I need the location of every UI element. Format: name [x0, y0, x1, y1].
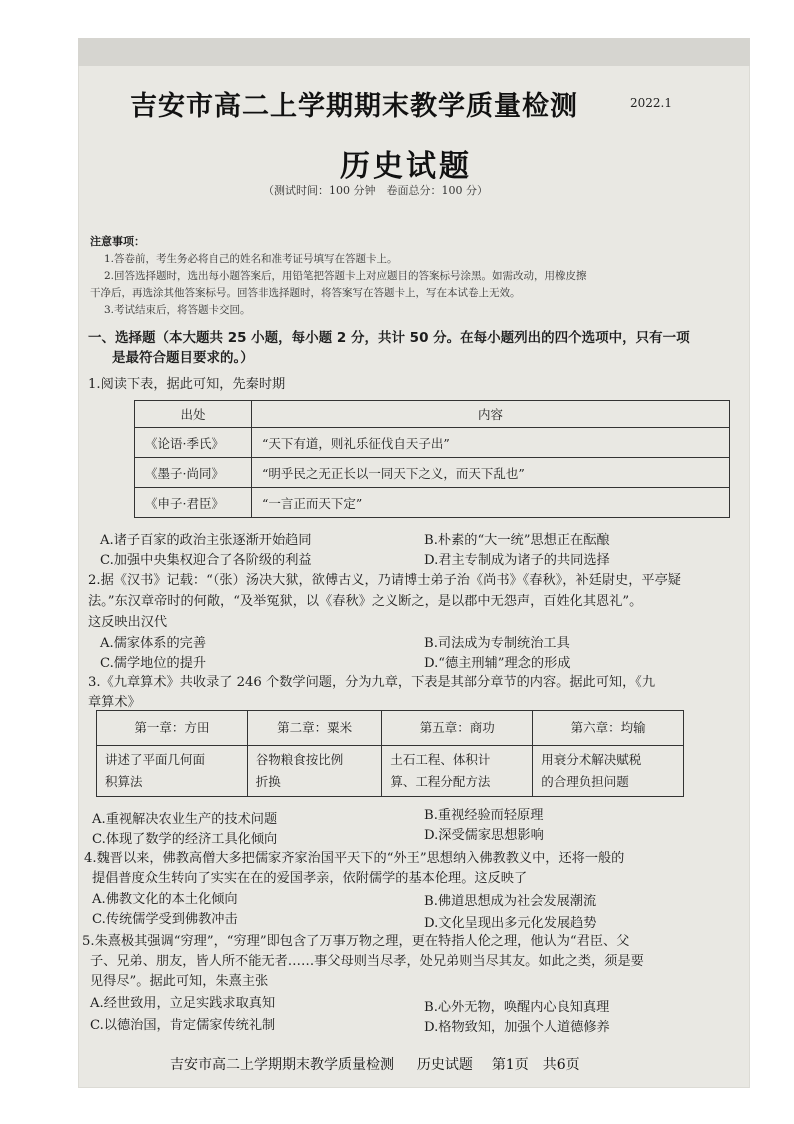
- q4-option-b: B.佛道思想成为社会发展潮流: [424, 894, 597, 909]
- q1-option-c: C.加强中央集权迎合了各阶级的利益: [100, 553, 312, 568]
- q1-content-cell: “一言正而天下定”: [252, 488, 730, 518]
- q3-table: [96, 710, 684, 797]
- q3-stem-line: 3.《九章算术》共收录了 246 个数学问题，分为九章，下表是其部分章节的内容。据此可知，《九: [88, 675, 656, 690]
- q3-stem-line: 章算术》: [88, 695, 141, 710]
- q3-option-a: A.重视解决农业生产的技术问题: [92, 812, 278, 827]
- q4-option-c: C.传统儒学受到佛教冲击: [92, 912, 238, 927]
- q1-stem: 1.阅读下表，据此可知，先秦时期: [88, 377, 286, 392]
- footer-exam: 吉安市高二上学期期末教学质量检测: [170, 1057, 394, 1073]
- q3-header-ch5: 第五章：商功: [382, 711, 533, 746]
- q5-stem-line: 5.朱熹极其强调“穷理”，“穷理”即包含了万事万物之理，更在特指人伦之理，他认为“君臣、父: [82, 934, 630, 949]
- note-line: 干净后，再选涂其他答案标号。回答非选择题时，将答案写在答题卡上，写在本试卷上无效。: [90, 287, 521, 299]
- q1-source-cell: 《论语·季氏》: [135, 428, 252, 458]
- table-row: [97, 746, 684, 797]
- q1-option-d: D.君主专制成为诸子的共同选择: [424, 553, 610, 568]
- section-line-2: 是最符合题目要求的。）: [112, 350, 254, 366]
- q2-stem-line: 2.据《汉书》记载：“（张）汤决大狱，欲傅古义，乃请博士弟子治《尚书》《春秋》，补廷尉史，平亭疑: [88, 573, 681, 588]
- exam-title: 吉安市高二上学期期末教学质量检测: [130, 91, 578, 122]
- q4-option-a: A.佛教文化的本土化倾向: [92, 892, 238, 907]
- top-shadow-band: [78, 38, 750, 66]
- q3-option-b: B.重视经验而轻原理: [424, 808, 544, 823]
- q5-stem-line: 见得尽”。据此可知，朱熹主张: [90, 974, 269, 989]
- q3-cell: 讲述了平面几何面 积算法: [97, 746, 248, 797]
- section-line-1: 一、选择题（本大题共 25 小题，每小题 2 分，共计 50 分。在每小题列出的四个选项中，只有一项: [88, 330, 690, 346]
- note-line: 3.考试结束后，将答题卡交回。: [104, 304, 251, 316]
- q1-option-a: A.诸子百家的政治主张逐渐开始趋同: [100, 533, 312, 548]
- page-footer: [170, 1054, 580, 1074]
- q4-stem-line: 提倡普度众生转向了实实在在的爱国孝亲，依附儒学的基本伦理。这反映了: [92, 871, 528, 886]
- q1-header-content: 内容: [252, 401, 730, 428]
- notes-heading: 注意事项：: [90, 235, 145, 248]
- q5-option-c: C.以德治国，肯定儒家传统礼制: [90, 1018, 276, 1033]
- q3-header-ch6: 第六章：均输: [533, 711, 684, 746]
- footer-subject: 历史试题: [416, 1057, 473, 1073]
- q4-stem-line: 4.魏晋以来，佛教高僧大多把儒家齐家治国平天下的“外王”思想纳入佛教教义中，还将一般的: [84, 851, 625, 866]
- q3-option-d: D.深受儒家思想影响: [424, 828, 544, 843]
- q2-option-b: B.司法成为专制统治工具: [424, 636, 570, 651]
- exam-date: 2022.1: [630, 96, 672, 110]
- q3-cell: 土石工程、体积计 算、工程分配方法: [382, 746, 533, 797]
- q2-stem-line: 法。”东汉章帝时的何敞，“及举冤狱，以《春秋》之义断之，是以郡中无怨声，百姓化其恩礼”。: [88, 594, 643, 609]
- q1-source-cell: 《申子·君臣》: [135, 488, 252, 518]
- q1-option-b: B.朴素的“大一统”思想正在酝酿: [424, 533, 610, 548]
- table-row: [135, 488, 730, 518]
- note-line: 2.回答选择题时，选出每小题答案后，用铅笔把答题卡上对应题目的答案标号涂黑。如需改动，用橡皮擦: [104, 270, 587, 282]
- q2-option-a: A.儒家体系的完善: [100, 636, 207, 651]
- q3-header-ch2: 第二章：粟米: [247, 711, 382, 746]
- q3-header-ch1: 第一章：方田: [97, 711, 248, 746]
- q2-option-d: D.“德主刑辅”理念的形成: [424, 656, 571, 671]
- q1-content-cell: “天下有道，则礼乐征伐自天子出”: [252, 428, 730, 458]
- q5-option-a: A.经世致用，立足实践求取真知: [90, 996, 276, 1011]
- q5-option-b: B.心外无物，唤醒内心良知真理: [424, 1000, 610, 1015]
- q1-content-cell: “明乎民之无正长以一同天下之义，而天下乱也”: [252, 458, 730, 488]
- q5-stem-line: 子、兄弟、朋友，皆人所不能无者……事父母则当尽孝，处兄弟则当尽其友。如此之类，须是要: [90, 954, 644, 969]
- note-line: 1.答卷前，考生务必将自己的姓名和准考证号填写在答题卡上。: [104, 253, 398, 265]
- q2-stem-line: 这反映出汉代: [88, 615, 168, 630]
- q3-cell: 用衰分术解决赋税 的合理负担问题: [533, 746, 684, 797]
- q3-option-c: C.体现了数学的经济工具化倾向: [92, 832, 278, 847]
- table-row: [135, 458, 730, 488]
- q1-header-source: 出处: [135, 401, 252, 428]
- section-heading: [88, 328, 743, 368]
- q1-table: [134, 400, 730, 518]
- q3-cell: 谷物粮食按比例 折换: [247, 746, 382, 797]
- subject-title: 历史试题: [340, 149, 472, 184]
- table-row: [135, 428, 730, 458]
- q5-option-d: D.格物致知，加强个人道德修养: [424, 1020, 610, 1035]
- exam-sheet: [78, 38, 750, 1088]
- q4-option-d: D.文化呈现出多元化发展趋势: [424, 916, 597, 931]
- footer-page: 第1页 共6页: [491, 1057, 580, 1073]
- q2-option-c: C.儒学地位的提升: [100, 656, 207, 671]
- exam-meta: （测试时间：100 分钟 卷面总分：100 分）: [263, 184, 488, 197]
- q1-source-cell: 《墨子·尚同》: [135, 458, 252, 488]
